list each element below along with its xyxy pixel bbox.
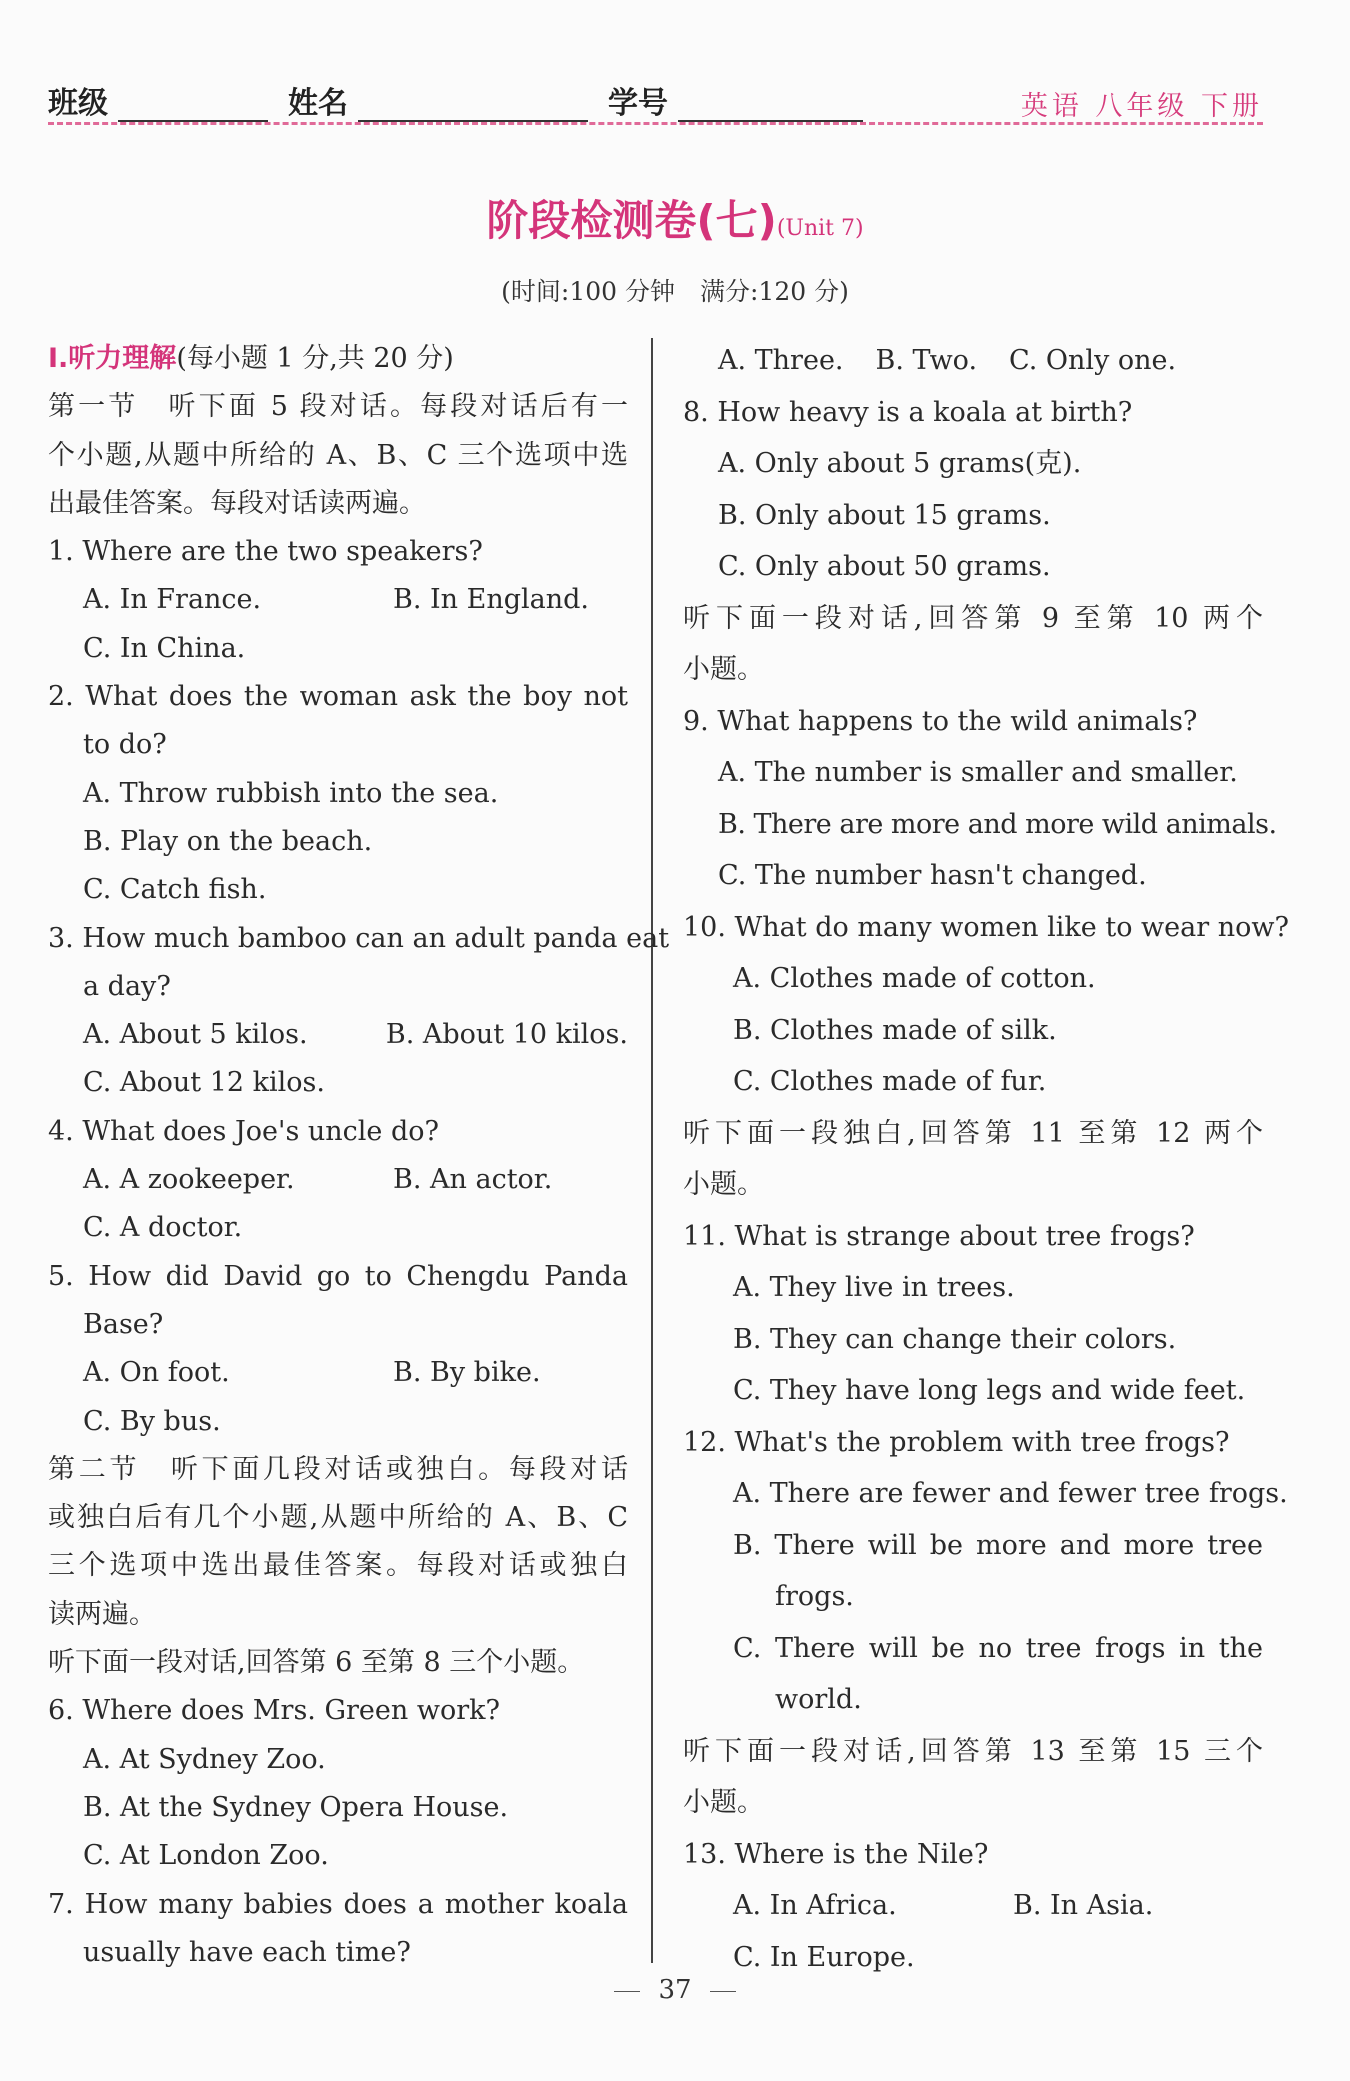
- question-2-option-b: B. Play on the beach.: [83, 825, 373, 857]
- question-10-option-a: A. Clothes made of cotton.: [733, 963, 1096, 994]
- question-3-options: A. About 5 kilos. B. About 10 kilos.: [83, 1019, 628, 1051]
- instruction-q11-12: 听下面一段独白,回答第 11 至第 12 两个: [683, 1117, 1263, 1149]
- question-6: 6. Where does Mrs. Green work?: [48, 1695, 500, 1727]
- footer-dash-left: [614, 1991, 640, 1992]
- question-5-cont: Base?: [83, 1308, 164, 1340]
- name-label: 姓名: [288, 86, 348, 121]
- instruction-q9-10-cont: 小题。: [683, 654, 764, 685]
- column-divider: [651, 338, 653, 1963]
- part2-instruction-line: 第二节 听下面几段对话或独白。每段对话: [48, 1453, 628, 1485]
- question-1-options: A. In France. B. In England.: [83, 584, 590, 616]
- part1-instruction-line: 出最佳答案。每段对话读两遍。: [48, 487, 426, 519]
- question-8-option-b: B. Only about 15 grams.: [718, 499, 1051, 531]
- title-main: 阶段检测卷(七): [486, 196, 777, 245]
- question-12-option-c-cont: world.: [775, 1684, 862, 1715]
- question-9: 9. What happens to the wild animals?: [683, 705, 1198, 737]
- question-12-option-a: A. There are fewer and fewer tree frogs.: [733, 1478, 1288, 1509]
- section-heading: Ⅰ.听力理解(每小题 1 分,共 20 分): [48, 343, 454, 374]
- question-7: 7. How many babies does a mother koala: [48, 1888, 628, 1920]
- instruction-q6-8: 听下面一段对话,回答第 6 至第 8 三个小题。: [48, 1647, 585, 1679]
- question-12-option-c: C. There will be no tree frogs in the: [733, 1632, 1263, 1664]
- exam-meta: (时间:100 分钟 满分:120 分): [501, 277, 849, 306]
- page-title: [0, 188, 1350, 248]
- question-3-cont: a day?: [83, 970, 171, 1002]
- part2-instruction-line: 或独白后有几个小题,从题中所给的 A、B、C: [48, 1502, 628, 1534]
- question-9-option-b: B. There are more and more wild animals.: [718, 808, 1277, 840]
- question-4-option-c: C. A doctor.: [83, 1212, 243, 1244]
- question-10: 10. What do many women like to wear now?: [683, 911, 1289, 943]
- question-4: 4. What does Joe's uncle do?: [48, 1115, 439, 1147]
- left-column: [48, 335, 670, 1977]
- question-5: 5. How did David go to Chengdu Panda: [48, 1260, 628, 1292]
- question-13: 13. Where is the Nile?: [683, 1838, 989, 1870]
- instruction-q13-15-cont: 小题。: [683, 1787, 764, 1818]
- question-2: 2. What does the woman ask the boy not: [48, 681, 628, 713]
- question-11-option-a: A. They live in trees.: [733, 1272, 1015, 1303]
- question-8: 8. How heavy is a koala at birth?: [683, 396, 1133, 428]
- question-11-option-c: C. They have long legs and wide feet.: [733, 1375, 1246, 1406]
- question-6-option-a: A. At Sydney Zoo.: [83, 1743, 326, 1775]
- question-4-options: A. A zookeeper. B. An actor.: [83, 1164, 553, 1196]
- question-3-option-c: C. About 12 kilos.: [83, 1067, 325, 1099]
- part2-instruction-line: 三个选项中选出最佳答案。每段对话或独白: [48, 1550, 628, 1582]
- question-11-option-b: B. They can change their colors.: [733, 1323, 1177, 1355]
- part1-instruction-line: 第一节 听下面 5 段对话。每段对话后有一: [48, 391, 628, 423]
- question-1-option-c: C. In China.: [83, 632, 246, 664]
- question-12: 12. What's the problem with tree frogs?: [683, 1426, 1230, 1458]
- question-10-option-b: B. Clothes made of silk.: [733, 1014, 1057, 1046]
- instruction-q13-15: 听下面一段对话,回答第 13 至第 15 三个: [683, 1735, 1263, 1767]
- question-2-cont: to do?: [83, 729, 167, 761]
- question-5-option-c: C. By bus.: [83, 1405, 221, 1437]
- question-12-option-b-cont: frogs.: [775, 1581, 854, 1612]
- question-6-option-b: B. At the Sydney Opera House.: [83, 1791, 509, 1823]
- page-footer: [0, 1975, 1350, 2005]
- question-11: 11. What is strange about tree frogs?: [683, 1220, 1195, 1252]
- title-unit: (Unit 7): [776, 216, 864, 241]
- question-2-option-c: C. Catch fish.: [83, 874, 267, 906]
- footer-dash-right: [710, 1991, 736, 1992]
- question-7-cont: usually have each time?: [83, 1936, 411, 1968]
- question-9-option-a: A. The number is smaller and smaller.: [718, 757, 1238, 788]
- question-6-option-c: C. At London Zoo.: [83, 1840, 329, 1872]
- question-13-option-c: C. In Europe.: [733, 1941, 915, 1973]
- right-column: [683, 335, 1289, 1983]
- part1-instruction-line: 个小题,从题中所给的 A、B、C 三个选项中选: [48, 439, 628, 471]
- question-10-option-c: C. Clothes made of fur.: [733, 1066, 1047, 1097]
- student-info-header: [48, 78, 1263, 126]
- question-13-options: A. In Africa. B. In Asia.: [733, 1890, 1154, 1921]
- question-5-options: A. On foot. B. By bike.: [83, 1357, 541, 1389]
- question-12-option-b: B. There will be more and more tree: [733, 1529, 1263, 1561]
- student-id-label: 学号: [608, 86, 668, 121]
- part2-instruction-line: 读两遍。: [48, 1598, 156, 1630]
- instruction-q9-10: 听下面一段对话,回答第 9 至第 10 两个: [683, 602, 1263, 634]
- header-divider: [48, 122, 1263, 125]
- page-number: 37: [658, 1975, 692, 2005]
- question-8-option-a: A. Only about 5 grams(克).: [718, 448, 1082, 479]
- subject-label: 英语 八年级 下册: [1020, 91, 1263, 122]
- question-7-options: A. Three. B. Two. C. Only one.: [718, 345, 1177, 376]
- instruction-q11-12-cont: 小题。: [683, 1169, 764, 1200]
- question-3: 3. How much bamboo can an adult panda eat: [48, 922, 670, 954]
- class-label: 班级: [48, 86, 108, 121]
- question-1: 1. Where are the two speakers?: [48, 536, 483, 568]
- question-8-option-c: C. Only about 50 grams.: [718, 551, 1051, 582]
- question-9-option-c: C. The number hasn't changed.: [718, 860, 1147, 891]
- question-2-option-a: A. Throw rubbish into the sea.: [83, 777, 499, 809]
